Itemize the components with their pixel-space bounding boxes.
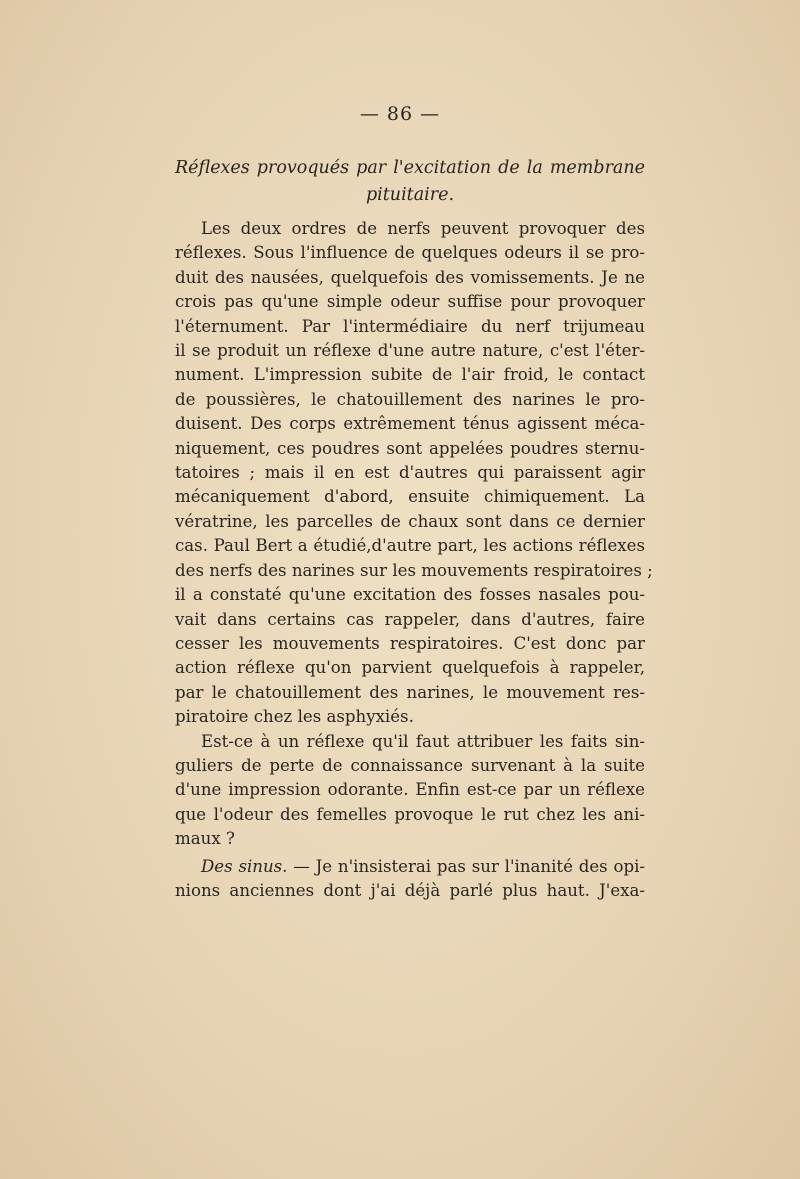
text-line: action réflexe qu'on parvient quelquefois à rappeler,	[175, 658, 645, 678]
text-line: maux ?	[175, 829, 235, 849]
text-line: de poussières, le chatouillement des narines le pro-	[175, 389, 645, 409]
text-line: niquement, ces poudres sont appelées poudres sternu-	[175, 438, 645, 458]
text-line: que l'odeur des femelles provoque le rut chez les ani-	[175, 804, 645, 824]
text-line: vait dans certains cas rappeler, dans d'autres, faire	[175, 609, 645, 629]
paragraph-1	[175, 217, 653, 730]
text-line: Est-ce à un réflexe qu'il faut attribuer les faits sin-	[201, 731, 645, 751]
text-line: Les deux ordres de nerfs peuvent provoquer des	[201, 219, 645, 238]
text-line: d'une impression odorante. Enfin est-ce par un réflexe	[175, 780, 645, 800]
text-line: crois pas qu'une simple odeur suffise pour provoquer	[175, 292, 645, 312]
sinus-line-1	[175, 855, 645, 879]
text-line: duit des nausées, quelquefois des vomissements. Je ne	[175, 267, 645, 287]
text-line: cas. Paul Bert a étudié,d'autre part, les actions réflexes	[175, 536, 645, 556]
text-line: réflexes. Sous l'influence de quelques odeurs il se pro-	[175, 243, 645, 263]
text-line: guliers de perte de connaissance survenant à la suite	[175, 755, 645, 775]
text-line: tatoires ; mais il en est d'autres qui paraissent agir	[175, 463, 645, 483]
text-line: nument. L'impression subite de l'air froid, le contact	[175, 365, 645, 385]
text-line: vératrine, les parcelles de chaux sont dans ce dernier	[175, 511, 645, 531]
text-line: mécaniquement d'abord, ensuite chimiquement. La	[175, 487, 645, 507]
section-heading	[175, 155, 645, 209]
text-line: l'éternument. Par l'intermédiaire du nerf trijumeau	[175, 316, 645, 336]
text-line: piratoire chez les asphyxiés.	[175, 707, 414, 727]
heading-line-2: pituitaire.	[365, 185, 455, 205]
text-line: cesser les mouvements respiratoires. C'est donc par	[175, 633, 645, 653]
text-line: par le chatouillement des narines, le mouvement res-	[175, 682, 645, 702]
text-line: il se produit un réflexe d'une autre nature, c'est l'éter-	[175, 341, 645, 361]
sinus-line-1-text: — Je n'insisterai pas sur l'inanité des opi-	[287, 857, 646, 876]
sinus-paragraph	[175, 855, 645, 904]
text-line: duisent. Des corps extrêmement ténus agissent méca-	[175, 414, 645, 434]
heading-line-1: Réflexes provoqués par l'excitation de la membrane	[175, 158, 645, 178]
text-line: il a constaté qu'une excitation des fosses nasales pou-	[175, 585, 645, 605]
sinus-line-2: nions anciennes dont j'ai déjà parlé plus haut. J'exa-	[175, 881, 645, 901]
sinus-title: Des sinus.	[201, 857, 288, 876]
page-number: — 86 —	[359, 103, 441, 125]
paragraph-2	[175, 730, 645, 852]
text-line: des nerfs des narines sur les mouvements respiratoires ;	[175, 560, 653, 580]
body-text	[175, 217, 653, 852]
